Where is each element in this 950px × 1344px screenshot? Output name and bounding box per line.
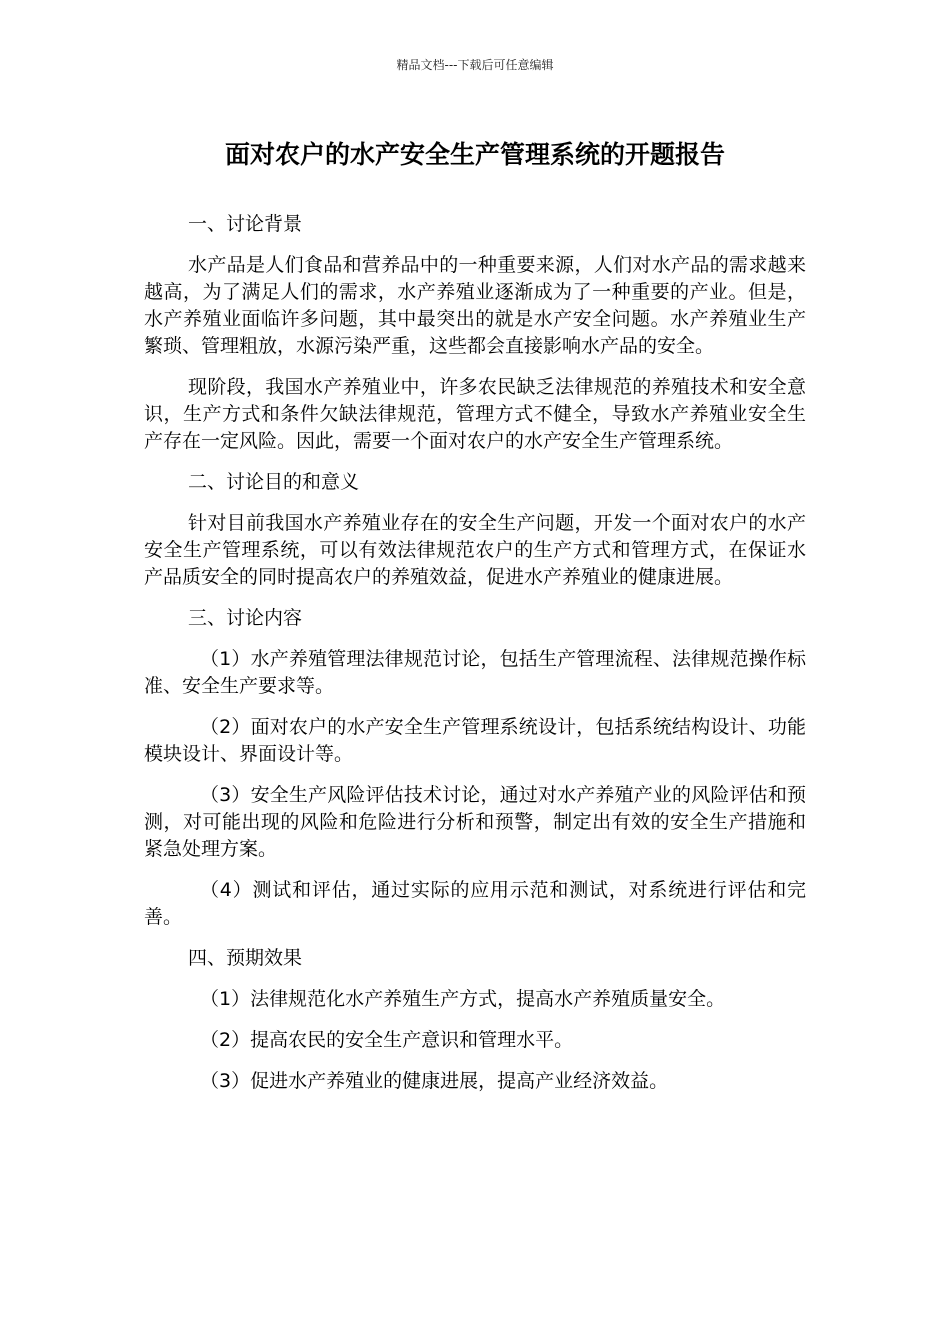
background-paragraph: 水产品是人们食品和营养品中的一种重要来源，人们对水产品的需求越来越高，为了满足人们的需求，水产养殖业逐渐成为了一种重要的产业。但是，水产养殖业面临许多问题，其中最突出的就是水产安全问题。水产养殖业生产繁琐、管理粗放，水源污染严重，这些都会直接影响水产品的安全。	[144, 254, 806, 357]
content-item: （2）面对农户的水产安全生产管理系统设计，包括系统结构设计、功能模块设计、界面设计等。	[144, 716, 806, 765]
document-title: 面对农户的水产安全生产管理系统的开题报告	[224, 140, 725, 169]
section-heading-content: 三、讨论内容	[188, 607, 303, 629]
expected-result-item: （2）提高农民的安全生产意识和管理水平。	[200, 1029, 574, 1051]
content-item: （1）水产养殖管理法律规范讨论，包括生产管理流程、法律规范操作标准、安全生产要求等。	[144, 648, 806, 697]
content-item: （3）安全生产风险评估技术讨论，通过对水产养殖产业的风险评估和预测，对可能出现的风险和危险进行分析和预警，制定出有效的安全生产措施和紧急处理方案。	[144, 784, 806, 860]
section-heading-background: 一、讨论背景	[188, 213, 303, 235]
expected-result-item: （1）法律规范化水产养殖生产方式，提高水产养殖质量安全。	[200, 988, 726, 1010]
document-body	[144, 211, 806, 1109]
content-item: （4）测试和评估，通过实际的应用示范和测试，对系统进行评估和完善。	[144, 879, 806, 928]
section-heading-purpose: 二、讨论目的和意义	[188, 471, 360, 493]
section-heading-expected-results: 四、预期效果	[188, 947, 303, 969]
background-paragraph: 现阶段，我国水产养殖业中，许多农民缺乏法律规范的养殖技术和安全意识，生产方式和条件欠缺法律规范，管理方式不健全，导致水产养殖业安全生产存在一定风险。因此，需要一个面对农户的水产安全生产管理系统。	[144, 376, 806, 452]
header-note: 精品文档---下载后可任意编辑	[396, 58, 554, 72]
expected-result-item: （3）促进水产养殖业的健康进展，提高产业经济效益。	[200, 1070, 669, 1092]
purpose-paragraph: 针对目前我国水产养殖业存在的安全生产问题，开发一个面对农户的水产安全生产管理系统，可以有效法律规范农户的生产方式和管理方式，在保证水产品质安全的同时提高农户的养殖效益，促进水产养殖业的健康进展。	[144, 512, 806, 588]
